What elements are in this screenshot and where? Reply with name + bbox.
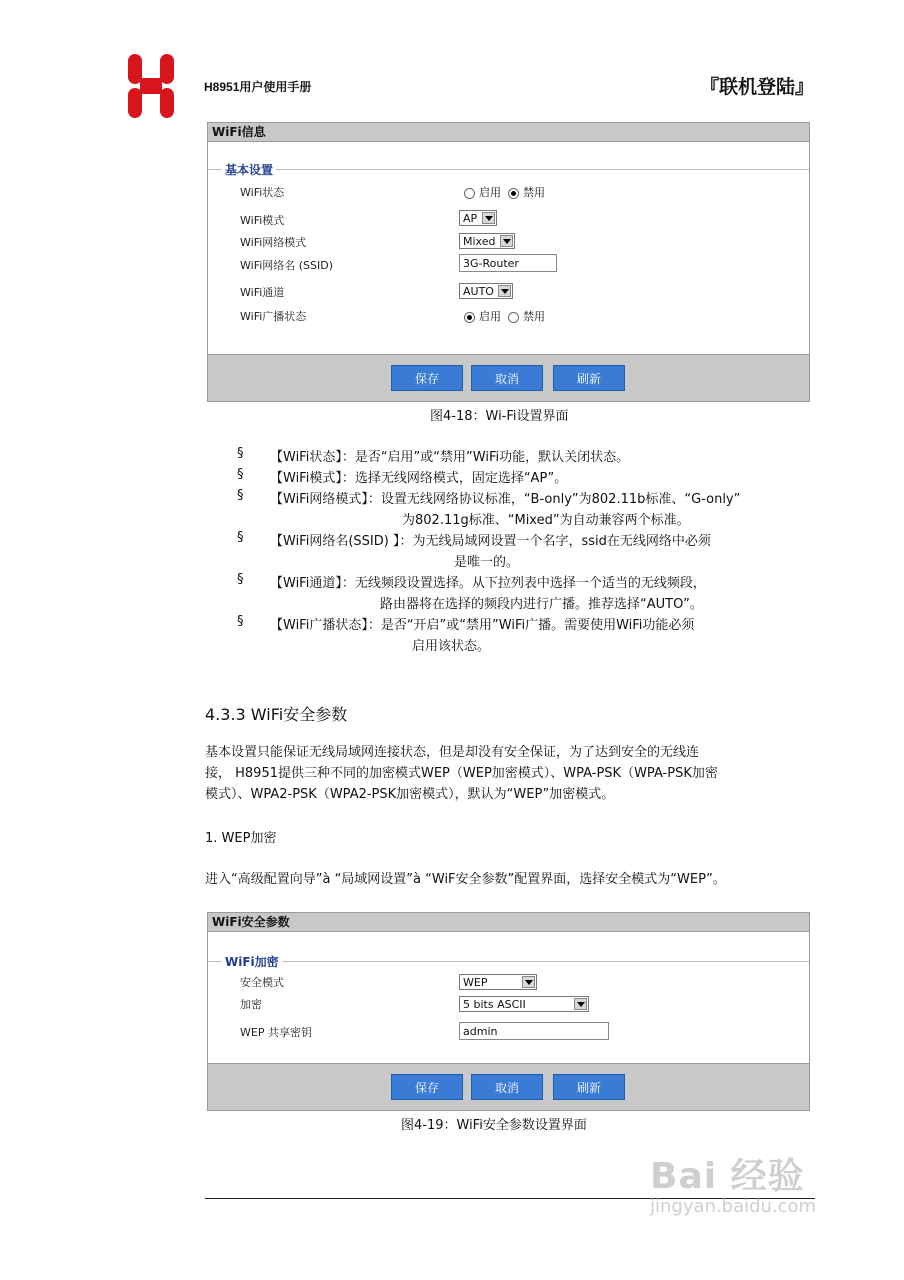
bullet-text: 【WiFi网络模式】：设置无线网络协议标准，“B-only”为802.11b标准、“G-only” (270, 492, 741, 507)
broadcast-on-label: 启用 (479, 310, 501, 323)
bullet-symbol: § (237, 488, 244, 503)
wifi-status-off-label: 禁用 (523, 186, 545, 199)
bullet-text: 【WiFi网络名(SSID) 】：为无线局域网设置一个名字，ssid在无线网络中必须 (270, 534, 711, 549)
button-bar (208, 354, 809, 401)
panel-title: WiFi安全参数 (208, 913, 809, 932)
bullet-symbol: § (237, 572, 244, 587)
broadcast-off-label: 禁用 (523, 310, 545, 323)
wifi-net-mode-select[interactable] (459, 233, 515, 249)
chevron-down-icon (574, 998, 587, 1010)
company-logo (126, 52, 176, 120)
broadcast-on-radio[interactable] (464, 312, 475, 323)
watermark-brand: Bai 经验 (650, 1156, 805, 1197)
cancel-button[interactable]: 取消 (471, 365, 543, 391)
encrypt-value: 5 bits ASCII (463, 998, 526, 1011)
basic-settings-fieldset (208, 163, 809, 323)
save-button[interactable]: 保存 (391, 365, 463, 391)
broadcast-label: WiFi广播状态 (240, 310, 307, 323)
bullet-symbol: § (237, 467, 244, 482)
security-mode-label: 安全模式 (240, 976, 284, 989)
figure-caption: 图4-19：WiFi安全参数设置界面 (401, 1118, 587, 1133)
channel-select[interactable] (459, 283, 513, 299)
panel-title: WiFi信息 (208, 123, 809, 142)
refresh-button[interactable]: 刷新 (553, 1074, 625, 1100)
bullet-text: 【WiFi广播状态】：是否“开启”或“禁用”WiFi广播。需要使用WiFi功能必须 (270, 618, 695, 633)
wifi-net-mode-value: Mixed (463, 235, 496, 248)
wifi-net-mode-label: WiFi网络模式 (240, 236, 307, 249)
broadcast-off-radio[interactable] (508, 312, 519, 323)
bullet-symbol: § (237, 614, 244, 629)
paragraph-line: 模式）、WPA2-PSK（WPA2-PSK加密模式），默认为“WEP”加密模式。 (205, 787, 615, 802)
paragraph-line: 接， H8951提供三种不同的加密模式WEP（WEP加密模式）、WPA-PSK（WPA-PSK加密 (205, 766, 718, 781)
nav-paragraph: 进入“高级配置向导”à “局域网设置”à “WiF安全参数”配置界面，选择安全模式为“WEP”。 (205, 872, 726, 887)
bullet-text-continued: 是唯一的。 (454, 555, 520, 570)
wifi-info-panel (207, 122, 810, 402)
security-mode-value: WEP (463, 976, 488, 989)
bullet-text: 【WiFi状态】：是否“启用”或“禁用”WiFi功能，默认关闭状态。 (270, 450, 630, 465)
wifi-mode-label: WiFi模式 (240, 214, 285, 227)
channel-value: AUTO (463, 285, 494, 298)
wep-key-label: WEP 共享密钥 (240, 1026, 312, 1039)
bullet-symbol: § (237, 530, 244, 545)
figure-caption: 图4-18：Wi-Fi设置界面 (430, 409, 569, 424)
encrypt-select[interactable] (459, 996, 589, 1012)
chevron-down-icon (482, 212, 495, 224)
intro-paragraph (205, 742, 815, 805)
bullet-text-continued: 启用该状态。 (412, 639, 491, 654)
chevron-down-icon (522, 976, 535, 988)
wifi-security-panel (207, 912, 810, 1111)
wifi-status-on-label: 启用 (479, 186, 501, 199)
channel-label: WiFi通道 (240, 286, 285, 299)
section-tag: 『联机登陆』 (699, 76, 814, 98)
button-bar (208, 1063, 809, 1110)
bullet-text-continued: 为802.11g标准、“Mixed”为自动兼容两个标准。 (402, 513, 690, 528)
sub-heading: 1. WEP加密 (205, 831, 277, 846)
bullet-symbol: § (237, 446, 244, 461)
wifi-status-label: WiFi状态 (240, 186, 285, 199)
chevron-down-icon (500, 235, 513, 247)
fieldset-legend: 基本设置 (222, 161, 276, 178)
paragraph-line: 基本设置只能保证无线局域网连接状态，但是却没有安全保证，为了达到安全的无线连 (205, 745, 700, 760)
security-mode-select[interactable] (459, 974, 537, 990)
watermark-url: jingyan.baidu.com (650, 1196, 817, 1217)
doc-title: H8951用户使用手册 (204, 80, 312, 94)
wifi-status-on-radio[interactable] (464, 188, 475, 199)
wep-key-input[interactable]: admin (459, 1022, 609, 1040)
ssid-input[interactable]: 3G-Router (459, 254, 557, 272)
wifi-encrypt-fieldset (208, 955, 809, 1039)
baidu-watermark (650, 1148, 817, 1217)
ssid-label: WiFi网络名 (SSID) (240, 259, 334, 272)
section-heading: 4.3.3 WiFi安全参数 (205, 705, 348, 724)
wifi-mode-select[interactable] (459, 210, 497, 226)
wifi-mode-value: AP (463, 212, 478, 225)
bullet-text: 【WiFi通道】：无线频段设置选择。从下拉列表中选择一个适当的无线频段， (270, 576, 706, 591)
wifi-status-off-radio[interactable] (508, 188, 519, 199)
broadcast-radios (464, 308, 545, 324)
cancel-button[interactable]: 取消 (471, 1074, 543, 1100)
chevron-down-icon (498, 285, 511, 297)
save-button[interactable]: 保存 (391, 1074, 463, 1100)
refresh-button[interactable]: 刷新 (553, 365, 625, 391)
bullet-text-continued: 路由器将在选择的频段内进行广播。推荐选择“AUTO”。 (380, 597, 703, 612)
bullet-text: 【WiFi模式】：选择无线网络模式，固定选择“AP”。 (270, 471, 568, 486)
encrypt-label: 加密 (240, 998, 262, 1011)
wifi-status-radios (464, 184, 545, 200)
fieldset-legend: WiFi加密 (222, 953, 282, 970)
